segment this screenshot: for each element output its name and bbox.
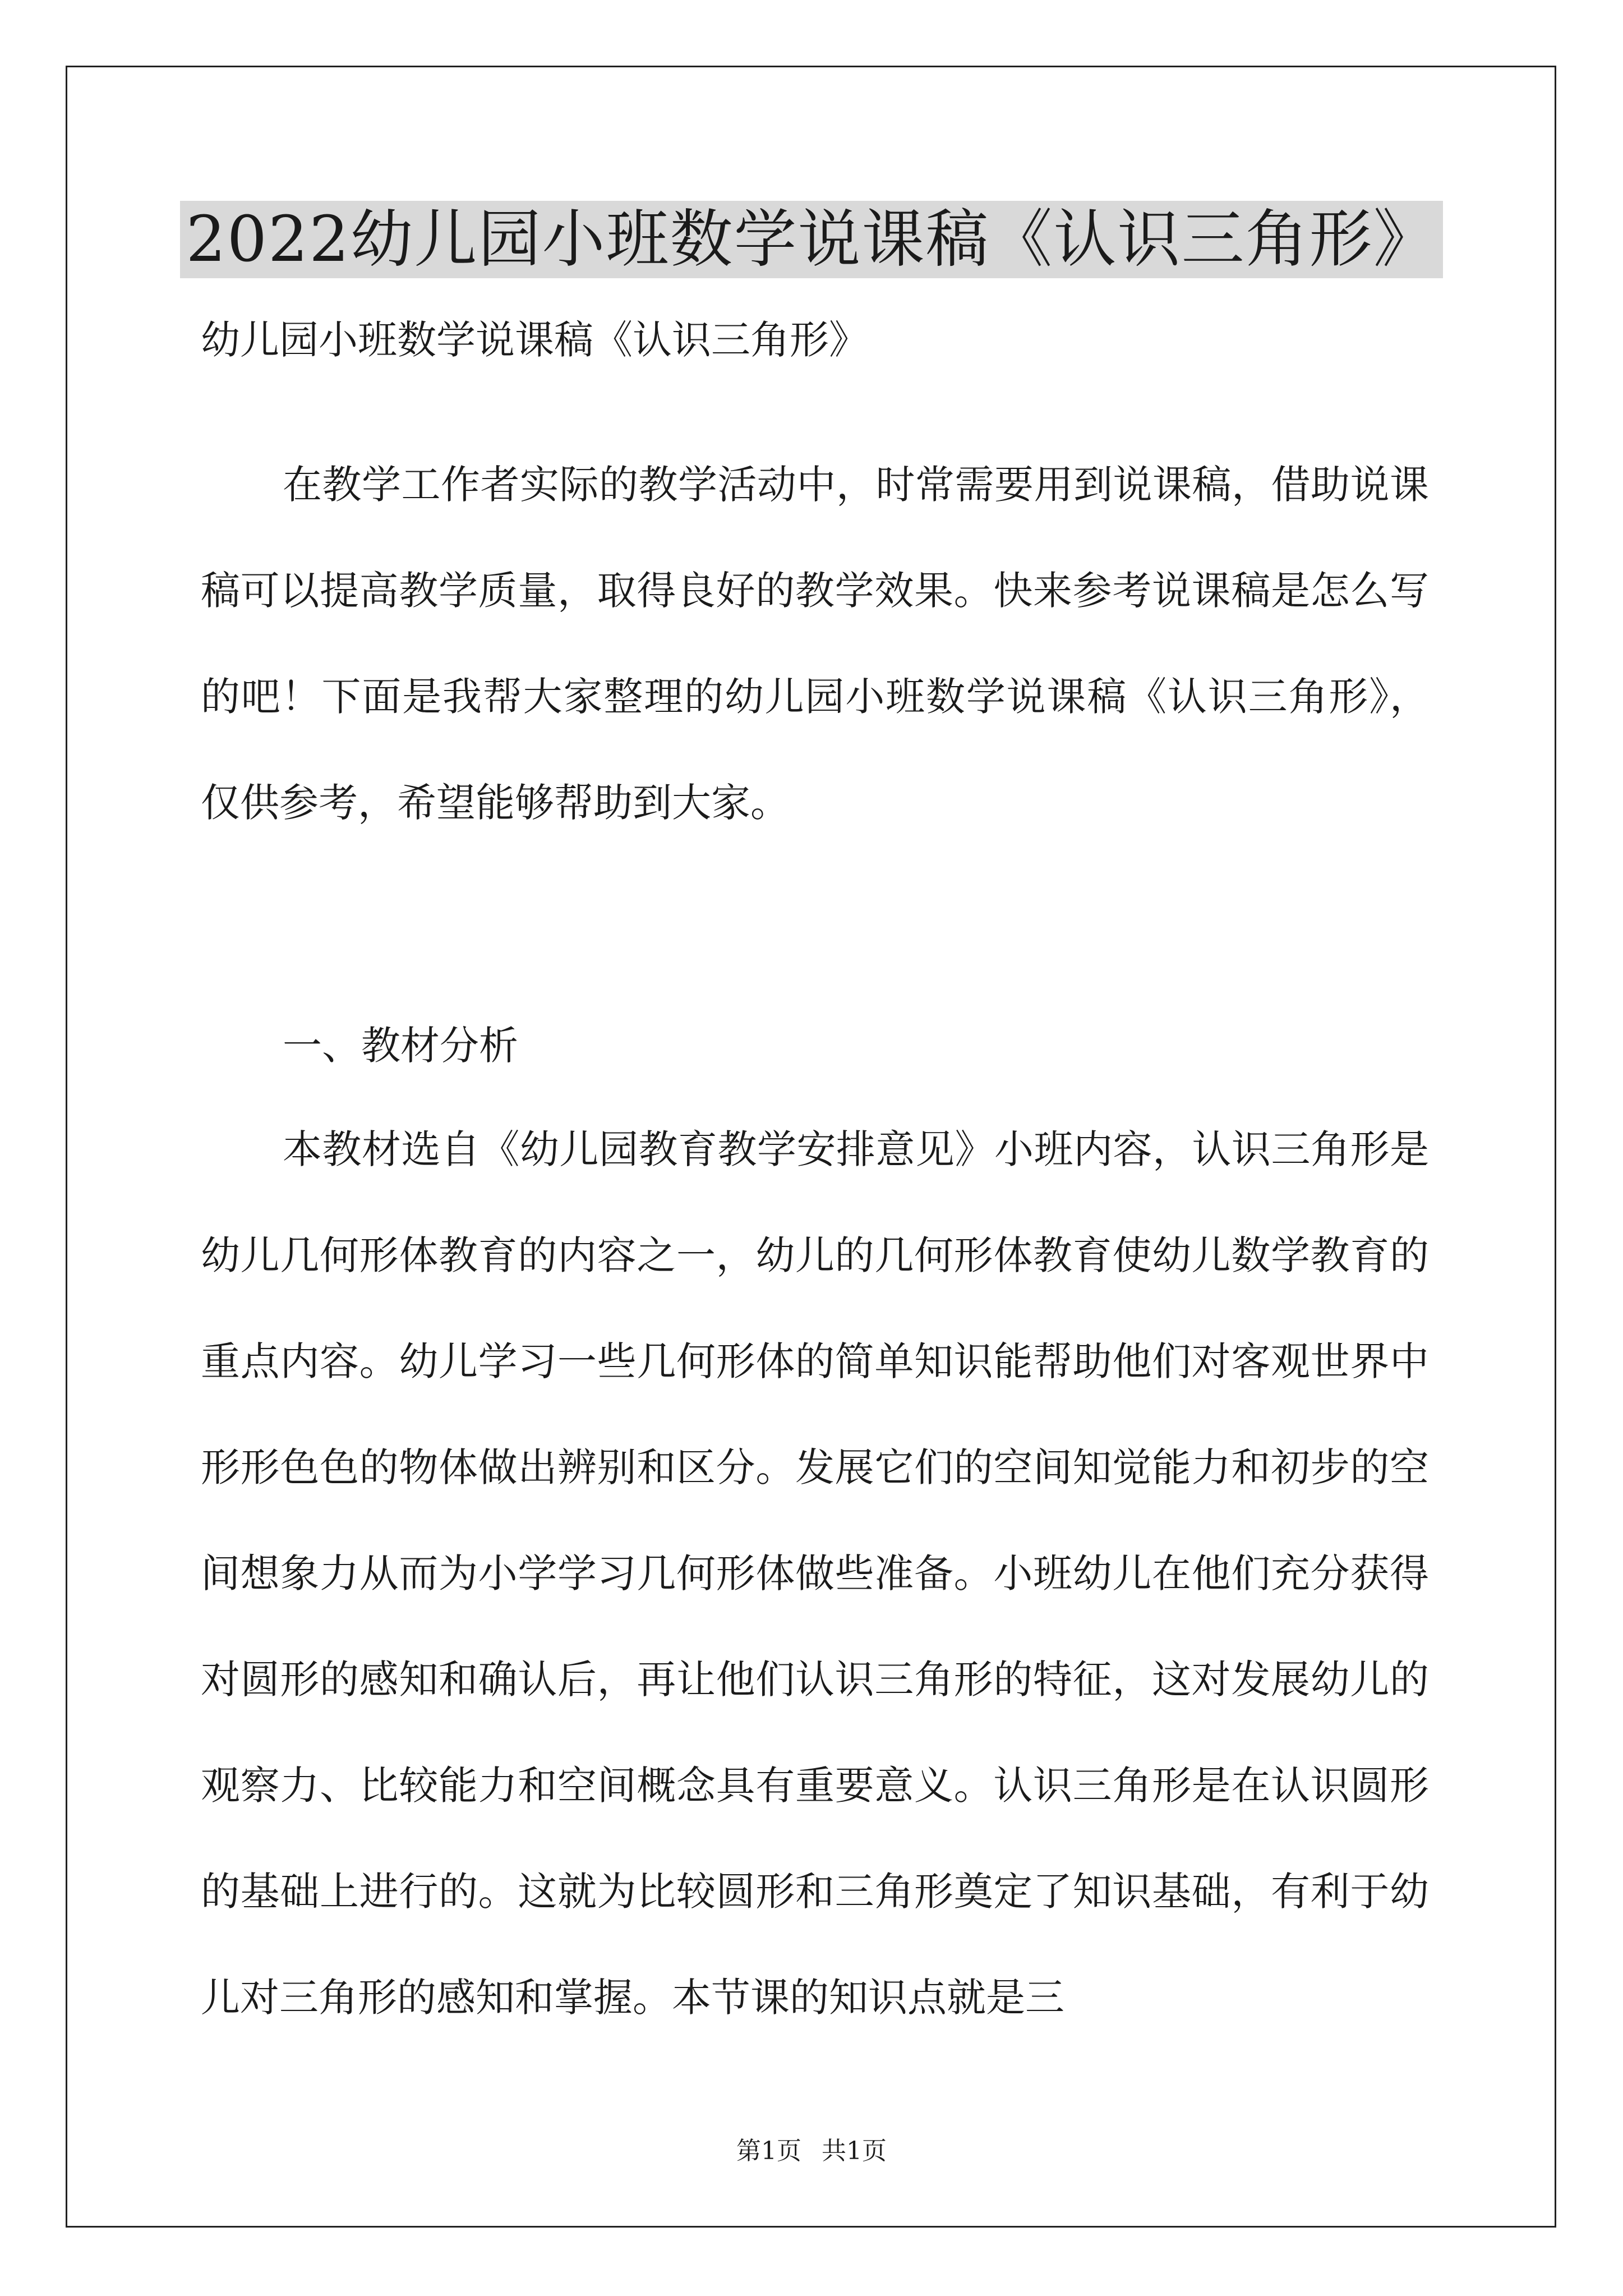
page-number: 第1页: [736, 2137, 801, 2165]
intro-paragraph: 在教学工作者实际的教学活动中，时常需要用到说课稿，借助说课稿可以提高教学质量，取得良好的教学效果。快来参考说课稿是怎么写的吧！下面是我帮大家整理的幼儿园小班数学说课稿《认识三角形》，仅供参考，希望能够帮助到大家。: [201, 462, 1429, 826]
page-footer: [0, 2134, 1623, 2168]
section-heading: 一、教材分析: [283, 1023, 518, 1069]
title-container: [0, 201, 1623, 278]
document-title: 2022幼儿园小班数学说课稿《认识三角形》: [180, 201, 1442, 278]
section-body-paragraph: 本教材选自《幼儿园教育教学安排意见》小班内容，认识三角形是幼儿几何形体教育的内容之一，幼儿的几何形体教育使幼儿数学教育的重点内容。幼儿学习一些几何形体的简单知识能帮助他们对客观世界中形形色色的物体做出辨别和区分。发展它们的空间知觉能力和初步的空间想象力从而为小学学习几何形体做些准备。小班幼儿在他们充分获得对圆形的感知和确认后，再让他们认识三角形的特征，这对发展幼儿的观察力、比较能力和空间概念具有重要意义。认识三角形是在认识圆形的基础上进行的。这就为比较圆形和三角形奠定了知识基础，有利于幼儿对三角形的感知和掌握。本节课的知识点就是三: [201, 1126, 1429, 2021]
document-subtitle: 幼儿园小班数学说课稿《认识三角形》: [201, 317, 868, 363]
page-total: 共1页: [822, 2137, 887, 2165]
